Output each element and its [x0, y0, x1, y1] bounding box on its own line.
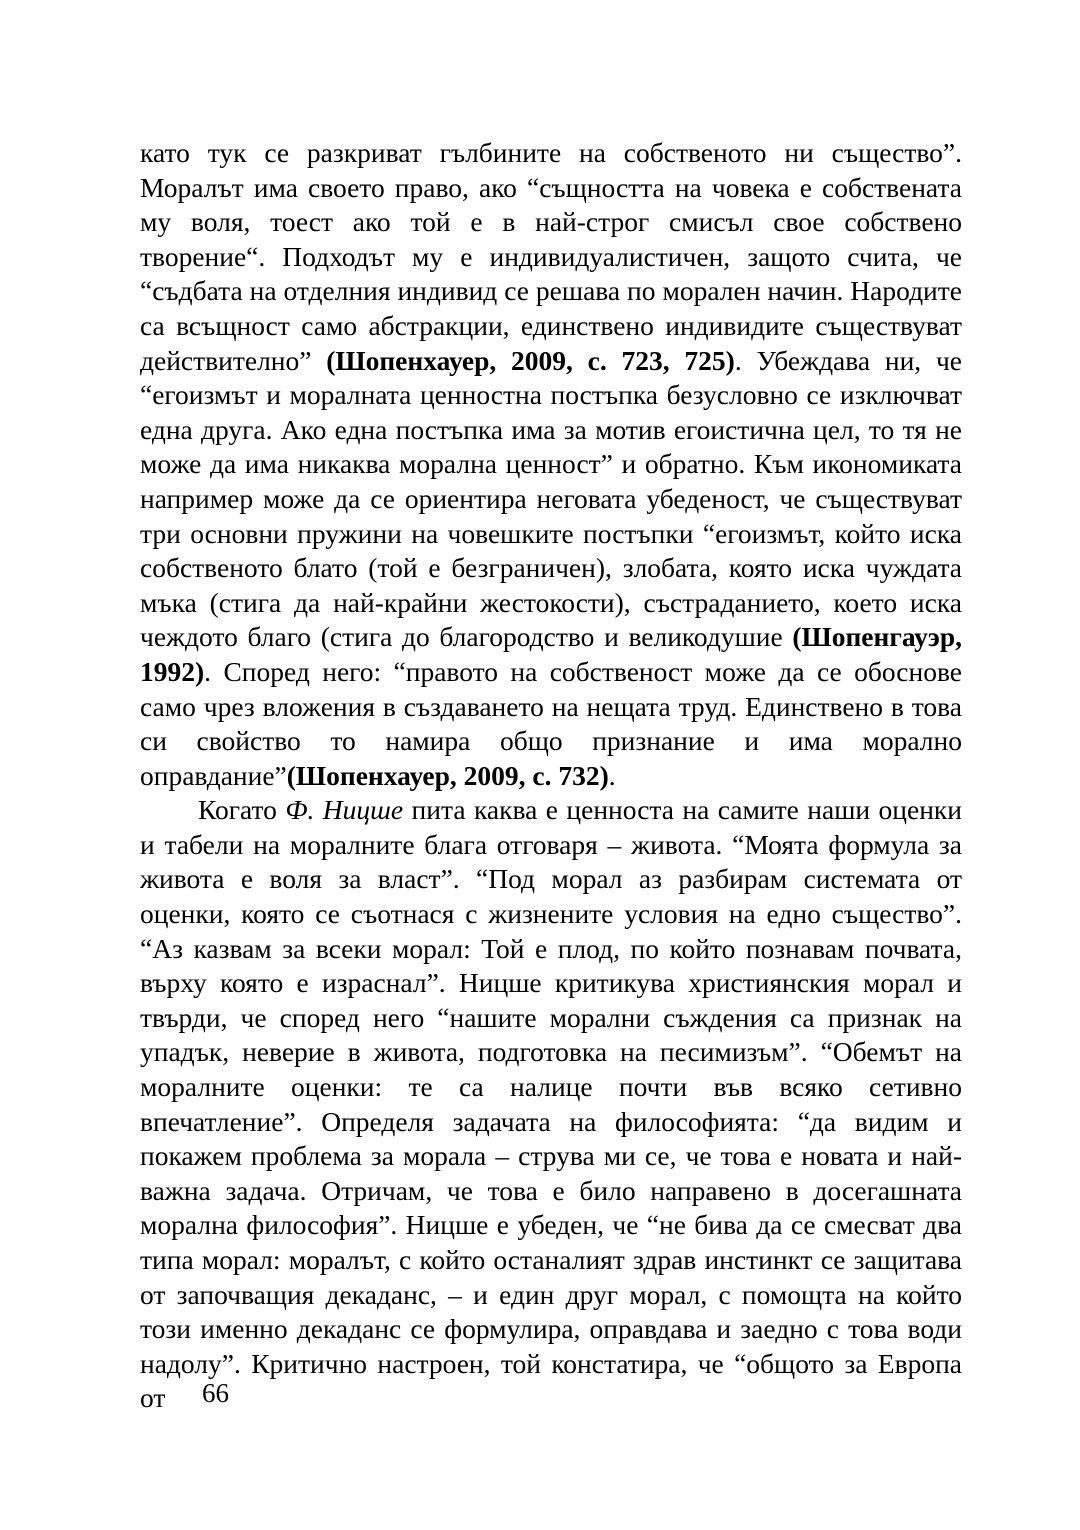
- body-text-run: Когато: [198, 794, 286, 826]
- citation-bold: (Шопенхауер, 2009, с. 732): [286, 759, 609, 791]
- citation-bold: (Шопенхауер, 2009, с. 723, 725): [326, 344, 735, 376]
- body-text-run: . Убеждава ни, че “егоизмът и моралната ценностна постъпка безусловно се изключват една друга. Ако една постъпка има за мотив егоистична цел, то тя не може да има никаква морална ценност” и обратно. Към икономиката например може да се ориентира неговата убеденост, че съществуват три основни пружини на човешките постъпки “егоизмът, който иска собственото блато (той е безграничен), злобата, която иска чуждата мъка (стига да най-крайни жестокости), състраданието, което иска чеждото благо (стига до благородство и великодушие: [140, 344, 962, 653]
- page-text-block: [140, 136, 962, 1416]
- author-name-italic: Ф. Ницше: [285, 794, 404, 826]
- citation-bold: (Шопенгауэр, 1992): [140, 621, 962, 687]
- body-text-run: .: [608, 759, 616, 791]
- body-text-run: . Според него: “правото на собственост може да се обоснове само чрез вложения в създаването на нещата труд. Единствено в това си свойство то намира общо признание и има морално оправдание”: [140, 655, 962, 791]
- page-number: 66: [202, 1378, 229, 1408]
- body-text-run: като тук се разкриват гълбините на собственото ни същество”. Моралът има своето право, ако “същността на човека е собствената му воля, тоест ако той е в най-строг смисъл свое собствено творение“. Подходът му е индивидуалистичен, защото счита, че “съдбата на отделния индивид се решава по морален начин. Народите са всъщност само абстракции, единствено индивидите съществуват действително”: [140, 137, 962, 376]
- paragraph: [140, 793, 962, 1416]
- body-text-run: пита каква е ценноста на самите наши оценки и табели на моралните блага отговаря – живота. “Моята формула за живота е воля за власт”. “Под морал аз разбирам системата от оценки, която се съотнася с жизнените условия на едно същество”. “Аз казвам за всеки морал: Той е плод, по който познавам почвата, върху която е израснал”. Ницше критикува християнския морал и твърди, че според него “нашите морални съждения са признак на упадък, неверие в живота, подготовка на песимизъм”. “Обемът на моралните оценки: те са налице почти във всяко сетивно впечатление”. Определя задачата на философията: “да видим и покажем проблема за морала – струва ми се, че това е новата и най-важна задача. Отричам, че това е било направено в досегашната морална философия”. Ницше е убеден, че “не бива да се смесват два типа морал: моралът, с който останалият здрав инстинкт се защитава от започващия декаданс, – и един друг морал, с помощта на който този именно декаданс се формулира, оправдава и заедно с това води надолу”. Критично настроен, той констатира, че “общото за Европа от: [140, 794, 962, 1414]
- paragraph: [140, 136, 962, 793]
